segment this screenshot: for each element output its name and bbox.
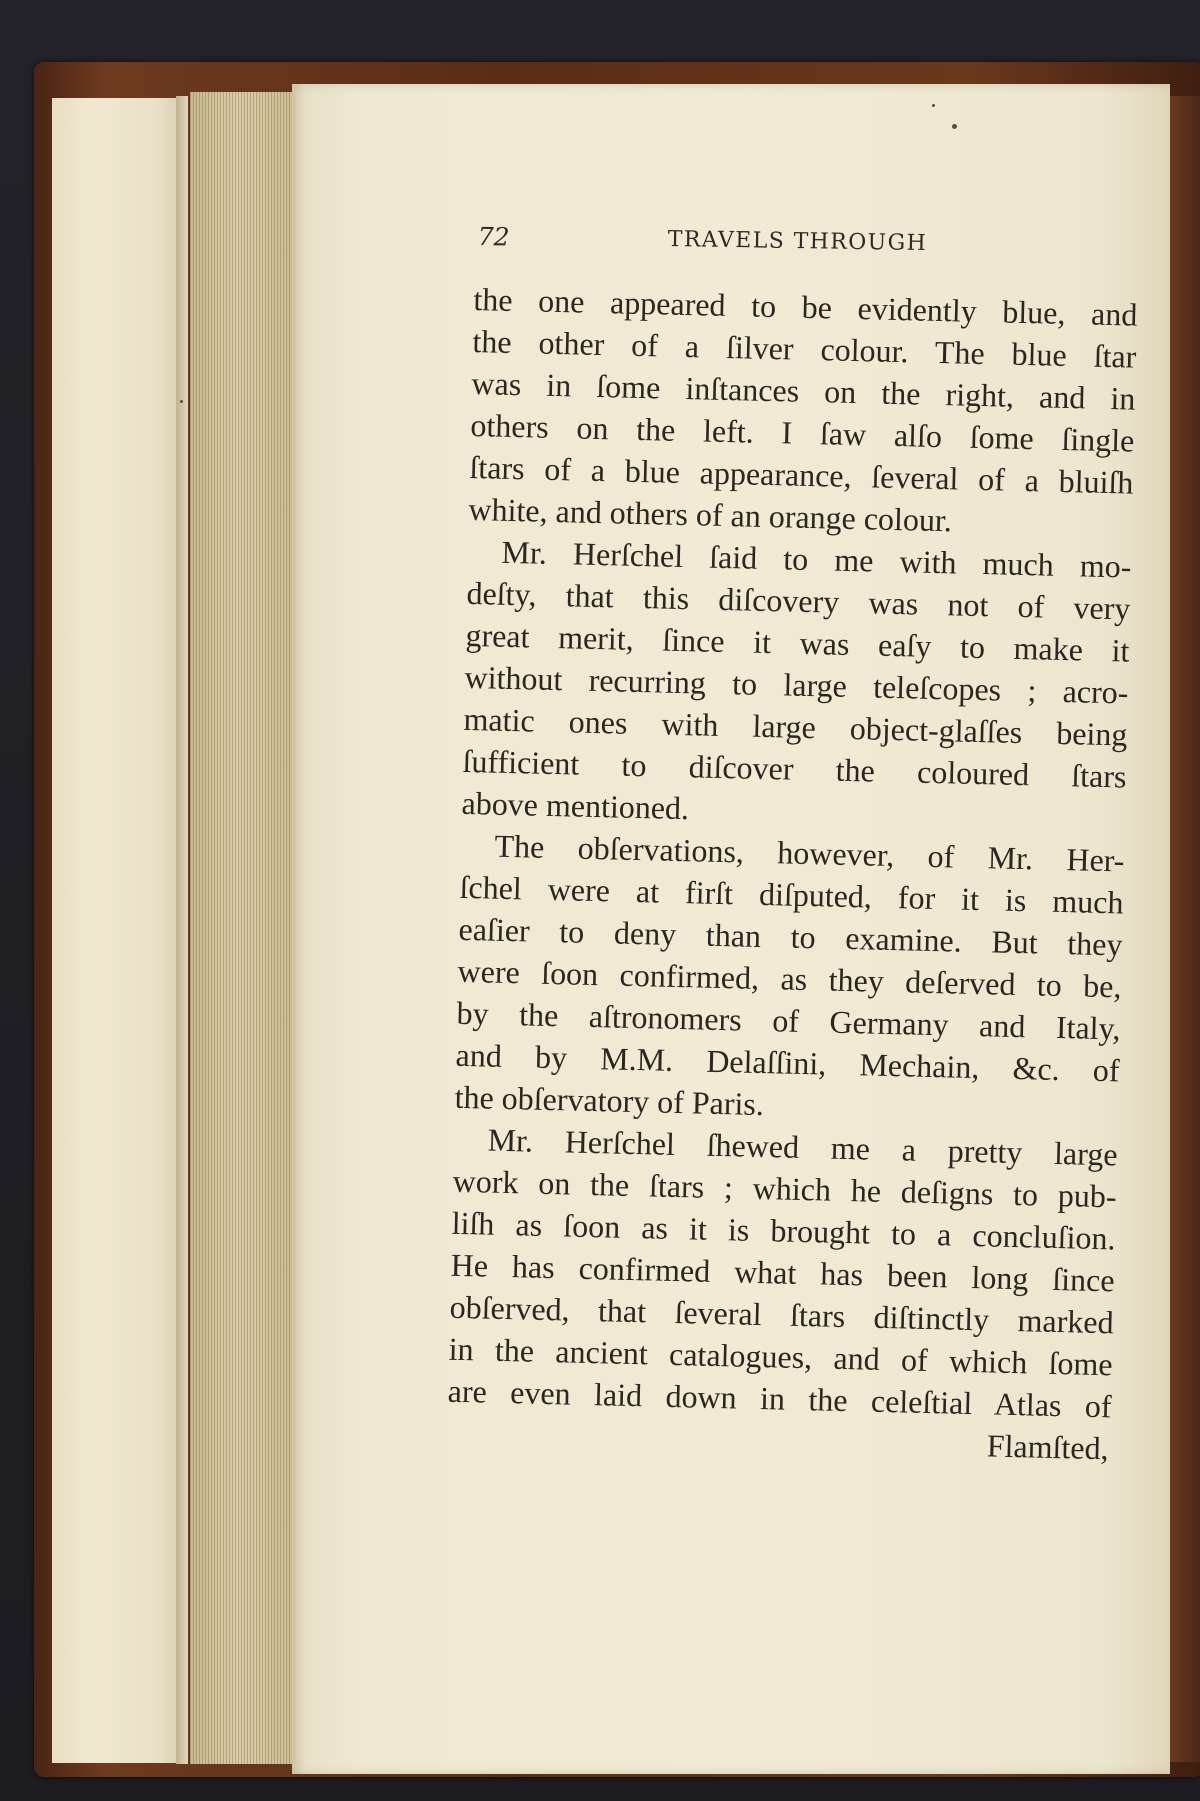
page-number: 72 (477, 222, 510, 252)
text-line: eaſier to deny than to examine. But they (458, 910, 1123, 963)
endpaper-leaf (52, 98, 182, 1763)
text-line: ſufficient to diſcover the coloured ſtars (462, 742, 1127, 795)
text-line: deſty, that this diſcovery was not of very (466, 574, 1131, 627)
text-line: white, and others of an orange colour. (468, 490, 953, 539)
text-line: by the aſtronomers of Germany and Italy, (456, 994, 1121, 1047)
text-line: The obſervations, however, of Mr. Her- (494, 827, 1125, 879)
text-line: are even laid down in the celeſtial Atlas of (447, 1372, 1113, 1425)
text-line: without recurring to large teleſcopes ; acro- (464, 658, 1129, 711)
text-line: was in ſome inſtances on the right, and in (471, 364, 1136, 417)
catchword: Flamſted, (986, 1427, 1110, 1467)
text-line: and by M.M. Delaſſini, Mechain, &c. of (455, 1036, 1120, 1089)
body-text (446, 278, 1138, 1469)
text-line: the one appeared to be evidently blue, and (473, 280, 1138, 333)
text-line: Mr. Herſchel ſaid to me with much mo- (501, 533, 1132, 585)
text-line: ſtars of a blue appearance, ſeveral of a bluiſh (469, 448, 1134, 501)
text-line: Mr. Herſchel ſhewed me a pretty large (487, 1121, 1118, 1173)
text-line: He has confirmed what has been long ſince (450, 1246, 1115, 1299)
text-line: work on the ſtars ; which he deſigns to pub- (452, 1162, 1117, 1215)
ink-speck (952, 124, 957, 129)
text-line: great merit, ſince it was eaſy to make it (465, 616, 1130, 669)
text-line: ſchel were at firſt diſputed, for it is much (459, 868, 1124, 921)
text-line: others on the left. I ſaw alſo ſome ſingle (470, 406, 1135, 459)
text-line: liſh as ſoon as it is brought to a concluſion. (451, 1204, 1116, 1257)
text-line: the obſervatory of Paris. (454, 1078, 765, 1123)
page-edges (190, 92, 294, 1764)
ink-speck (180, 400, 183, 403)
text-line: above mentioned. (461, 784, 690, 827)
text-line: the other of a ſilver colour. The blue ſtar (472, 322, 1137, 375)
running-title: TRAVELS THROUGH (667, 226, 928, 257)
binding-right-edge (1170, 96, 1200, 1762)
text-line: obſerved, that ſeveral ſtars diſtinctly marked (449, 1288, 1114, 1341)
ink-speck (932, 104, 935, 107)
text-line: in the ancient catalogues, and of which ſome (448, 1330, 1114, 1383)
text-line: were ſoon confirmed, as they deſerved to be, (457, 952, 1122, 1005)
endpaper-edge (176, 96, 188, 1764)
text-line: matic ones with large object-glaſſes being (463, 700, 1128, 753)
